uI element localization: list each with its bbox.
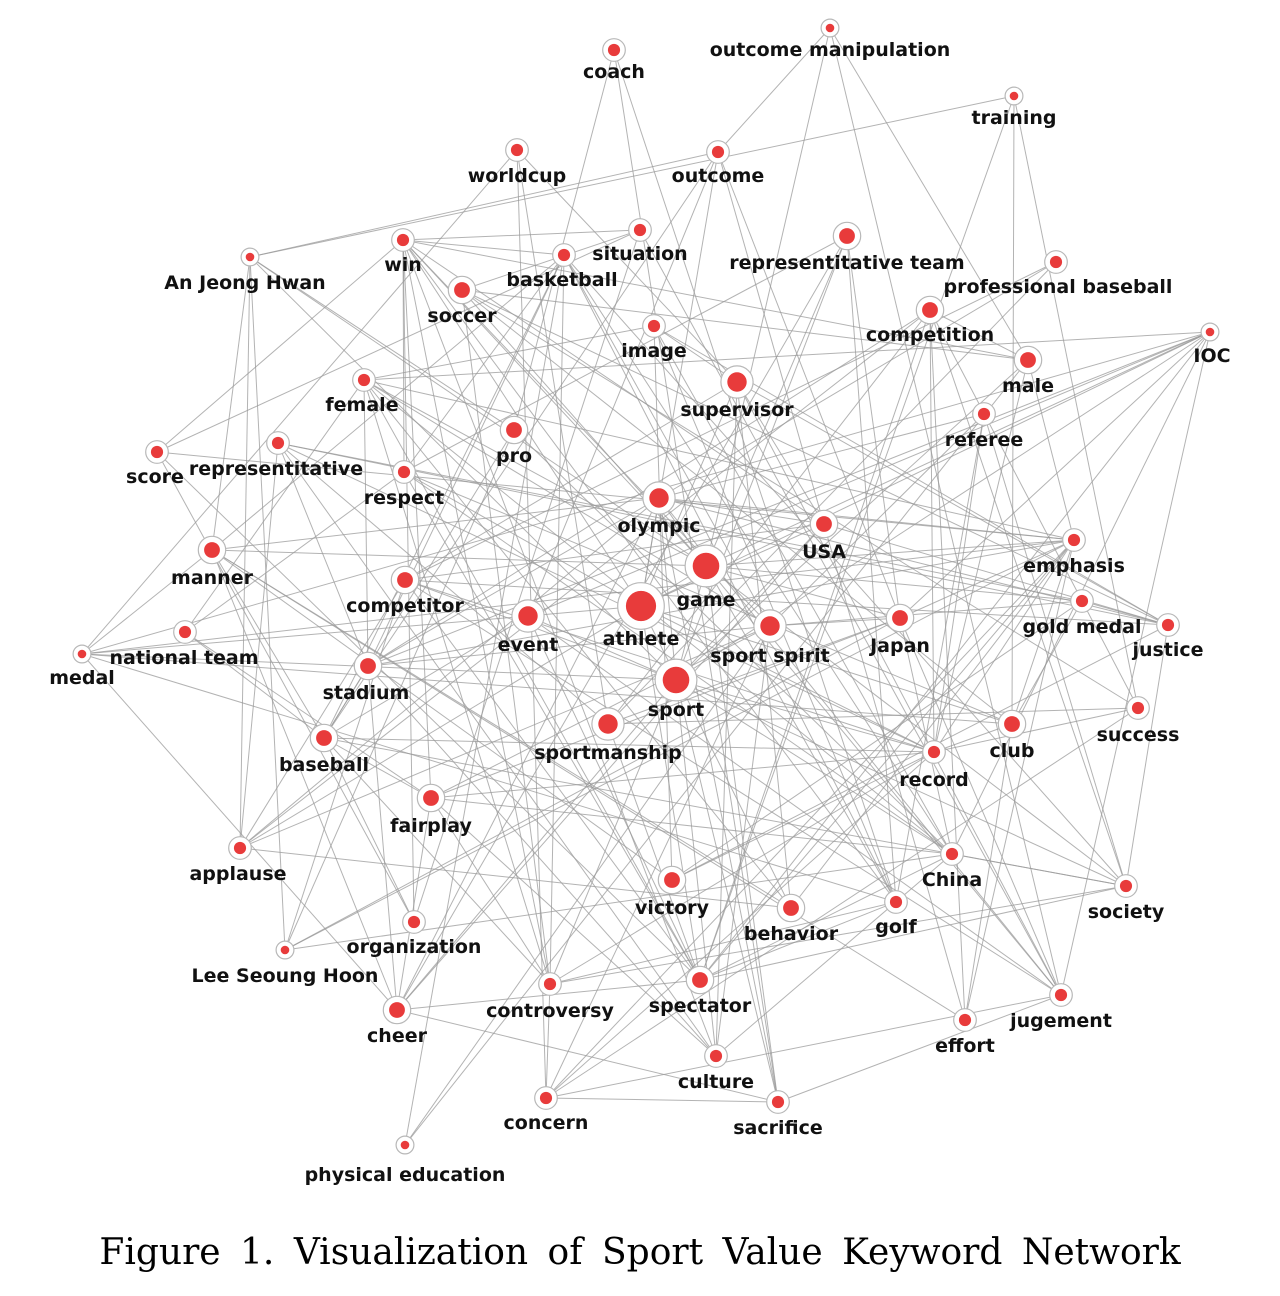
node-label: sport spirit	[710, 645, 830, 667]
node-dot	[423, 790, 439, 806]
node-label: manner	[171, 567, 253, 589]
edge-win-basketball	[403, 240, 564, 255]
node-situation	[592, 219, 687, 265]
node-sport	[648, 659, 704, 721]
node-label: sport	[647, 699, 705, 721]
node-label: basketball	[506, 269, 618, 291]
node-dot	[783, 900, 799, 916]
node-dot	[360, 658, 376, 674]
node-dot	[272, 437, 284, 449]
node-label: win	[384, 254, 422, 276]
node-label: event	[497, 634, 559, 656]
node-society	[1088, 875, 1165, 923]
node-label: USA	[802, 541, 846, 563]
node-dot	[179, 626, 191, 638]
node-label: representitative	[188, 458, 364, 480]
node-label: outcome manipulation	[709, 39, 951, 61]
node-dot	[558, 249, 570, 261]
node-spectator	[649, 966, 752, 1017]
node-dot	[760, 616, 779, 635]
node-dot	[204, 542, 220, 558]
edge-record-fairplay	[431, 752, 934, 798]
node-label: behavior	[743, 923, 839, 945]
node-label: Japan	[870, 635, 930, 657]
node-dot	[959, 1014, 971, 1026]
node-dot	[389, 1002, 405, 1018]
node-controversy	[486, 973, 614, 1022]
node-representative	[189, 432, 363, 480]
node-dot	[692, 972, 708, 988]
node-behavior	[744, 894, 839, 945]
node-dot	[518, 606, 537, 625]
node-score	[126, 441, 184, 488]
node-concern	[504, 1087, 589, 1134]
node-label: baseball	[278, 754, 370, 776]
node-label: victory	[634, 897, 710, 919]
node-label: physical education	[304, 1164, 506, 1186]
node-label: effort	[935, 1035, 995, 1057]
node-club	[990, 710, 1035, 762]
edge-record-victory	[672, 752, 934, 880]
node-dot	[890, 896, 902, 908]
node-dot	[1004, 716, 1020, 732]
node-label: golf	[875, 916, 917, 938]
node-dot	[544, 978, 556, 990]
node-dot	[816, 516, 832, 532]
node-label: competitor	[346, 595, 464, 617]
node-dot	[598, 714, 617, 733]
node-label: applause	[189, 863, 287, 885]
node-label: An Jeong Hwan	[164, 272, 326, 294]
node-label: game	[676, 589, 736, 611]
node-label: Lee Seoung Hoon	[191, 965, 379, 987]
node-dot	[397, 572, 413, 588]
node-label: training	[971, 107, 1057, 129]
node-dot	[401, 1141, 410, 1150]
node-professional-baseball	[944, 251, 1173, 298]
node-dot	[946, 848, 958, 860]
node-coach	[583, 39, 645, 83]
node-dot	[1055, 989, 1067, 1001]
node-dot	[634, 224, 646, 236]
node-supervisor	[680, 366, 794, 421]
node-jugement	[1009, 984, 1112, 1032]
node-label: controversy	[486, 1000, 614, 1022]
node-dot	[78, 650, 87, 659]
node-dot	[1132, 702, 1144, 714]
node-dot	[540, 1092, 552, 1104]
node-dot	[826, 24, 835, 33]
node-dot	[1050, 256, 1062, 268]
edge-female-stadium	[364, 380, 368, 666]
node-label: olympic	[617, 515, 701, 537]
node-dot	[648, 320, 660, 332]
node-respect	[364, 461, 444, 509]
edge-an_jeong_hwan-lee_seoung_hoon	[250, 257, 285, 950]
node-dot	[316, 730, 332, 746]
node-label: image	[621, 340, 687, 362]
node-label: soccer	[427, 305, 497, 327]
node-label: IOC	[1193, 345, 1231, 367]
node-label: referee	[944, 429, 1024, 451]
node-label: sacrifice	[733, 1117, 823, 1139]
node-label: organization	[346, 936, 482, 958]
node-label: gold medal	[1022, 616, 1142, 638]
edge-referee-olympic	[659, 414, 984, 498]
node-dot	[1068, 534, 1080, 546]
node-label: concern	[503, 1112, 589, 1134]
node-manner	[171, 536, 254, 589]
node-dot	[772, 1096, 784, 1108]
node-dot	[626, 591, 656, 621]
node-competition	[866, 296, 994, 346]
node-dot	[693, 553, 720, 580]
node-dot	[727, 372, 746, 391]
edge-an_jeong_hwan-manner	[212, 257, 250, 550]
node-label: supervisor	[680, 399, 794, 421]
node-training	[972, 87, 1057, 129]
node-record	[899, 741, 969, 791]
node-label: justice	[1132, 639, 1204, 661]
node-cheer	[367, 996, 428, 1047]
edge-china-culture	[716, 854, 952, 1056]
node-dot	[1120, 880, 1132, 892]
node-dot	[1020, 352, 1036, 368]
node-dot	[839, 228, 855, 244]
node-label: society	[1087, 901, 1165, 923]
node-label: medal	[49, 667, 115, 689]
node-label: outcome	[671, 165, 765, 187]
node-dot	[608, 44, 620, 56]
node-label: national team	[109, 647, 259, 669]
node-dot	[1010, 92, 1019, 101]
node-dot	[358, 374, 370, 386]
node-label: jugement	[1010, 1010, 1112, 1032]
node-label: representitative team	[729, 252, 965, 274]
edge-justice-society	[1126, 625, 1168, 886]
node-label: success	[1096, 724, 1180, 746]
node-dot	[246, 253, 255, 262]
node-dot	[281, 946, 290, 955]
edge-stadium-cheer	[368, 666, 397, 1010]
node-label: cheer	[367, 1025, 427, 1047]
node-dot	[151, 446, 163, 458]
node-dot	[928, 746, 940, 758]
node-label: worldcup	[467, 165, 567, 187]
node-label: stadium	[322, 682, 410, 704]
node-label: score	[126, 466, 184, 488]
node-label: fairplay	[390, 815, 472, 837]
node-physical-education	[305, 1136, 506, 1186]
node-applause	[189, 837, 286, 885]
node-label: respect	[363, 487, 445, 509]
node-an-jeong-hwan	[164, 248, 325, 294]
node-justice	[1131, 614, 1203, 661]
edge-worldcup-medal	[82, 150, 517, 654]
node-label: emphasis	[1023, 555, 1125, 577]
edge-fairplay-china	[431, 798, 952, 854]
node-dot	[663, 667, 690, 694]
node-dot	[1206, 328, 1215, 337]
node-dot	[408, 916, 420, 928]
node-dot	[664, 872, 680, 888]
node-effort	[935, 1009, 995, 1057]
node-fairplay	[390, 784, 472, 837]
node-sacrifice	[733, 1091, 823, 1139]
node-dot	[1076, 595, 1088, 607]
node-dot	[649, 488, 668, 507]
node-representative-team	[729, 222, 964, 274]
node-ioc	[1193, 323, 1230, 367]
figure-caption: Figure 1. Visualization of Sport Value Keyword Network	[99, 1232, 1181, 1273]
node-dot	[712, 146, 724, 158]
node-label: spectator	[648, 995, 752, 1017]
edge-referee-society	[984, 414, 1126, 886]
node-label: male	[1001, 375, 1055, 397]
node-dot	[511, 144, 523, 156]
node-dot	[454, 282, 470, 298]
edge-japan-jugement	[900, 618, 1061, 995]
node-label: situation	[592, 243, 688, 265]
node-outcome	[672, 141, 765, 187]
node-label: sportmanship	[534, 742, 682, 764]
node-label: club	[989, 740, 1035, 762]
node-dot	[892, 610, 908, 626]
node-male	[1002, 346, 1054, 397]
node-label: athlete	[602, 628, 680, 650]
node-label: coach	[583, 61, 645, 83]
node-label: pro	[495, 445, 533, 467]
node-dot	[978, 408, 990, 420]
node-dot	[398, 466, 410, 478]
edge-win-situation	[403, 230, 640, 240]
node-outcome-manipulation	[710, 19, 951, 61]
node-dot	[234, 842, 246, 854]
node-label: competition	[865, 324, 995, 346]
node-dot	[1162, 619, 1174, 631]
node-label: record	[899, 769, 969, 791]
node-dot	[922, 302, 938, 318]
edge-concern-sacrifice	[546, 1098, 778, 1102]
node-dot	[397, 234, 409, 246]
node-label: female	[325, 394, 399, 416]
node-dot	[506, 422, 522, 438]
node-success	[1097, 697, 1180, 746]
edge-emphasis-effort	[965, 540, 1074, 1020]
node-label: culture	[677, 1071, 755, 1093]
node-dot	[710, 1050, 722, 1062]
node-label: professional baseball	[943, 276, 1173, 298]
node-label: China	[921, 869, 983, 891]
